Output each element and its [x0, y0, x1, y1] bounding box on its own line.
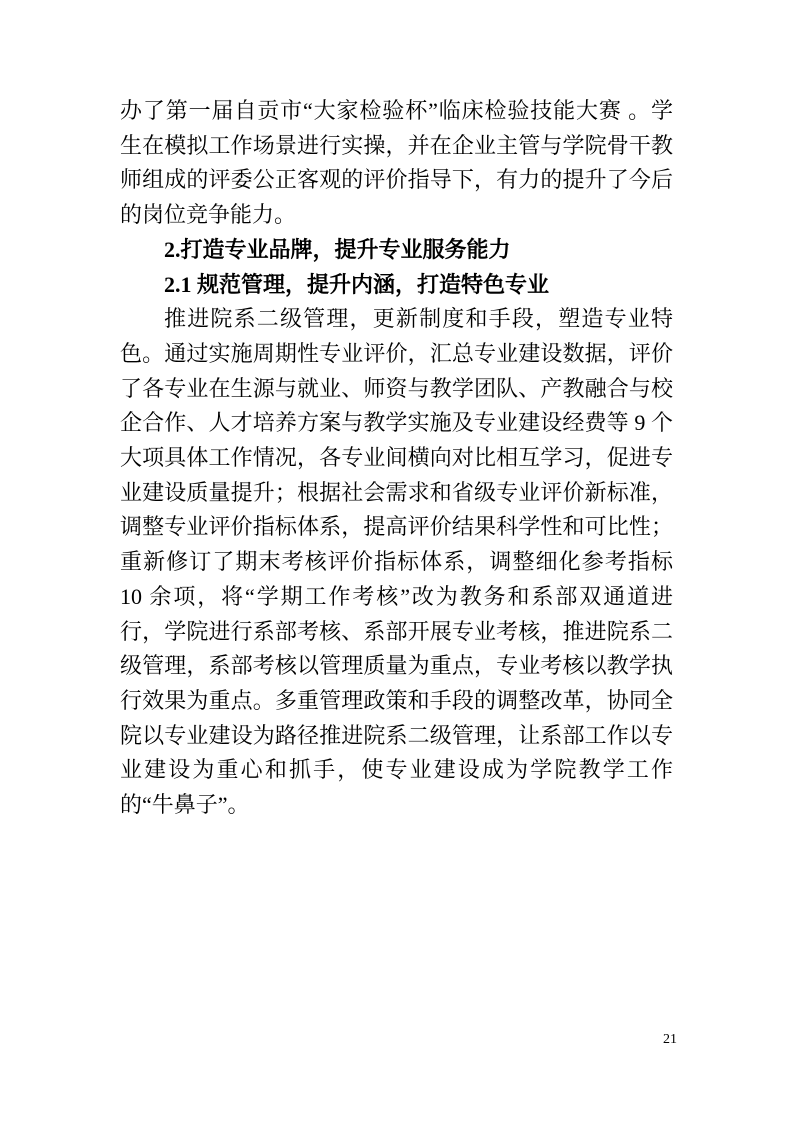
- page-number: 21: [663, 1032, 677, 1047]
- section-heading: 2.打造专业品牌，提升专业服务能力: [164, 236, 511, 262]
- subsection-heading: 2.1 规范管理，提升内涵，打造特色专业: [164, 271, 550, 297]
- page-content: [120, 94, 673, 823]
- paragraph-body: 推进院系二级管理，更新制度和手段，塑造专业特色。通过实施周期性专业评价，汇总专业建设数据，评价了各专业在生源与就业、师资与教学团队、产教融合与校企合作、人才培养方案与教学实施及专业建设经费等 9 个大项具体工作情况，各专业间横向对比相互学习，促进专业建设质量提升；根据社会需求和省级专业评价新标准，调整专业评价指标体系，提高评价结果科学性和可比性；重新修订了期末考核评价指标体系，调整细化参考指标 10 余项，将“学期工作考核”改为教务和系部双通道进行，学院进行系部考核、系部开展专业考核，推进院系二级管理，系部考核以管理质量为重点，专业考核以教学执行效果为重点。多重管理政策和手段的调整改革，协同全院以专业建设为路径推进院系二级管理，让系部工作以专业建设为重心和抓手，使专业建设成为学院教学工作的“牛鼻子”。: [120, 306, 673, 818]
- paragraph-continuation: 办了第一届自贡市“大家检验杯”临床检验技能大赛 。学生在模拟工作场景进行实操，并在企业主管与学院骨干教师组成的评委公正客观的评价指导下，有力的提升了今后的岗位竞争能力。: [120, 98, 673, 228]
